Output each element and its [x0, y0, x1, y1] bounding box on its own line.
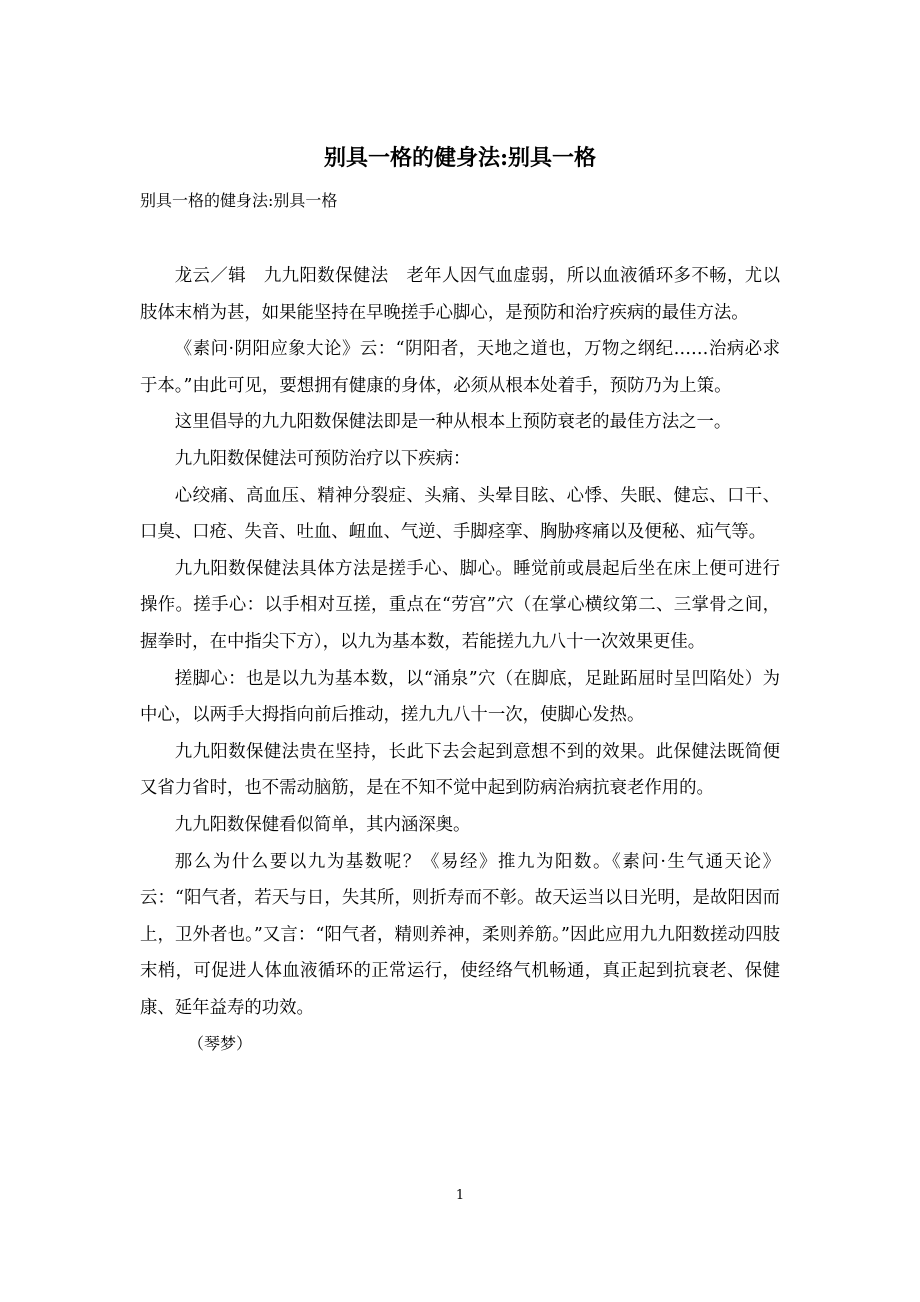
paragraph-diseases-list: 心绞痛、高血压、精神分裂症、头痛、头晕目眩、心悸、失眠、健忘、口干、口臭、口疮、失音、吐血、衄血、气逆、手脚痉挛、胸胁疼痛以及便秘、疝气等。: [140, 485, 780, 543]
paragraph-intro: 龙云／辑 九九阳数保健法 老年人因气血虚弱，所以血液循环多不畅，尤以肢体末梢为甚，如果能坚持在早晚搓手心脚心，是预防和治疗疾病的最佳方法。: [140, 266, 780, 323]
paragraph-why-nine: 那么为什么要以九为基数呢？《易经》推九为阳数。《素问·生气通天论》云：“阳气者，若天与日，失其所，则折寿而不彰。故天运当以日光明，是故阳因而上，卫外者也。”又言：“阳气者，精则养神，柔则养筋。”因此应用九九阳数搓动四肢末梢，可促进人体血液循环的正常运行，使经络气机畅通，真正起到抗衰老、保健康、延年益寿的功效。: [140, 851, 780, 1018]
page-number: 1: [455, 1188, 465, 1203]
paragraph-foot-method: 搓脚心：也是以九为基本数，以“涌泉”穴（在脚底，足趾跖屈时呈凹陷处）为中心，以两手大拇指向前后推动，搓九九八十一次，使脚心发热。: [140, 668, 780, 726]
document-subtitle: 别具一格的健身法:别具一格: [140, 191, 338, 210]
paragraph-simple-deep: 九九阳数保健看似简单，其内涵深奥。: [174, 814, 471, 835]
paragraph-quote-suwen: 《素问·阴阳应象大论》云：“阴阳者，天地之道也，万物之纲纪……治病必求于本。”由此可见，要想拥有健康的身体，必须从根本处着手，预防乃为上策。: [140, 339, 780, 396]
author-credit: （琴梦）: [188, 1034, 253, 1054]
paragraph-hand-method: 九九阳数保健法具体方法是搓手心、脚心。睡觉前或晨起后坐在床上便可进行操作。搓手心：以手相对互搓，重点在“劳宫”穴（在掌心横纹第二、三掌骨之间，握拳时，在中指尖下方），以九为基本数，若能搓九九八十一次效果更佳。: [140, 558, 780, 652]
document-title: 别具一格的健身法:别具一格: [323, 145, 597, 171]
document-body: [140, 258, 780, 1062]
paragraph-persistence: 九九阳数保健法贵在坚持，长此下去会起到意想不到的效果。此保健法既简便又省力省时，也不需动脑筋，是在不知不觉中起到防病治病抗衰老作用的。: [140, 741, 780, 799]
paragraph-method-summary: 这里倡导的九九阳数保健法即是一种从根本上预防衰老的最佳方法之一。: [174, 412, 732, 433]
paragraph-diseases-heading: 九九阳数保健法可预防治疗以下疾病：: [174, 448, 471, 469]
